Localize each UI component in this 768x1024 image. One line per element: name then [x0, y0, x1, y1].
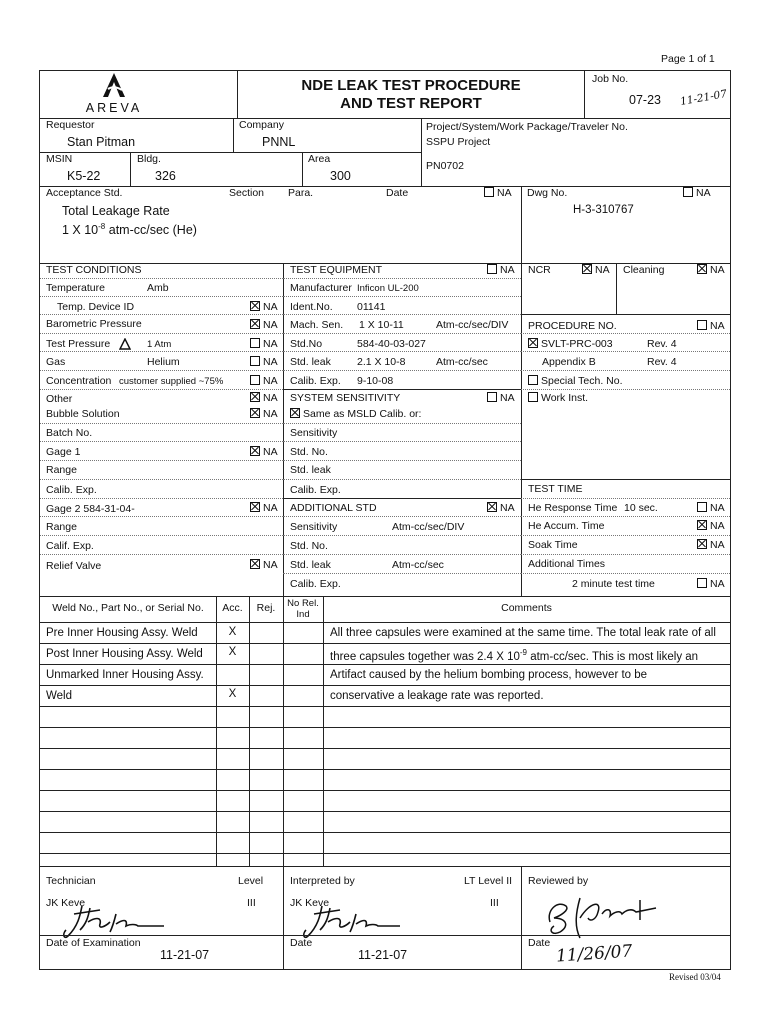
area-label: Area [308, 153, 331, 165]
minute-test-time-na[interactable] [697, 578, 725, 590]
add-std-leak-unit: Atm-cc/sec [392, 559, 444, 571]
form-title-line1: NDE LEAK TEST PROCEDURE [301, 77, 521, 94]
std-no-label: Std.No [290, 338, 323, 350]
test-pressure-label: Test Pressure [46, 338, 111, 350]
test-equipment-na[interactable] [487, 264, 515, 276]
manufacturer-value: Inficon UL-200 [357, 283, 419, 294]
bldg-label: Bldg. [137, 153, 161, 165]
checkbox-checked[interactable] [250, 392, 260, 402]
na-label: NA [263, 301, 278, 313]
add-calib-label: Calib. Exp. [290, 578, 341, 590]
na-label: NA [595, 264, 610, 276]
temp-device-label: Temp. Device ID [57, 301, 135, 313]
checkbox-checked[interactable] [487, 502, 497, 512]
acc-header: Acc. [222, 602, 243, 614]
std-leak-unit: Atm-cc/sec [436, 356, 488, 368]
std-no-value: 584-40-03-027 [357, 338, 426, 350]
technician-level: III [247, 897, 256, 909]
job-value [629, 93, 661, 107]
procedure-value: SVLT-PRC-003 [541, 338, 613, 350]
na-label: NA [710, 539, 725, 551]
dwg-label: Dwg No. [527, 187, 568, 199]
procedure-title: PROCEDURE NO. [528, 320, 617, 332]
bldg-value: 326 [155, 169, 176, 183]
cleaning-label: Cleaning [623, 264, 665, 276]
other-label: Other [46, 393, 73, 405]
comment2-exp: -9 [519, 648, 527, 657]
concentration-na[interactable] [250, 375, 278, 387]
work-inst[interactable] [528, 392, 588, 404]
technician-label: Technician [46, 875, 96, 887]
project-number: PN0702 [426, 160, 464, 172]
no-rel-line1: No Rel. [287, 598, 319, 609]
batch-label: Batch No. [46, 427, 93, 439]
bubble-na[interactable] [250, 408, 278, 420]
checkbox[interactable] [697, 578, 707, 588]
calib-label: Calib. Exp. [290, 375, 341, 387]
add-std-leak-label: Std. leak [290, 559, 331, 571]
sys-std-leak-label: Std. leak [290, 464, 331, 476]
sys-std-no-label: Std. No. [290, 446, 328, 458]
areva-logo [78, 72, 150, 115]
result-row-acc: X [228, 626, 237, 638]
range1-label: Range [46, 464, 77, 476]
na-label: NA [710, 264, 725, 276]
relief-label: Relief Valve [46, 560, 102, 572]
checkbox-checked[interactable] [528, 338, 538, 348]
same-as-label: Same as MSLD Calib. or: [303, 408, 422, 420]
comment-line1: All three capsules were examined at the same time. The total leak rate of all [330, 627, 716, 639]
na-label: NA [500, 502, 515, 514]
procedure-rev: Rev. 4 [647, 338, 677, 350]
na-label: NA [263, 356, 278, 368]
gage1-label: Gage 1 [46, 446, 81, 458]
std-leak-value: 2.1 X 10-8 [357, 356, 406, 368]
area-value: 300 [330, 169, 351, 183]
acc-val-exp: -8 [98, 222, 106, 231]
test-time-title: TEST TIME [528, 483, 583, 495]
project-value: SSPU Project [426, 136, 491, 148]
ncr-na[interactable] [582, 264, 610, 276]
special-tech[interactable] [528, 375, 623, 387]
checkbox[interactable] [697, 320, 707, 330]
na-label: NA [263, 319, 278, 331]
checkbox-checked[interactable] [250, 446, 260, 456]
barometric-na[interactable] [250, 319, 278, 331]
dwg-na[interactable] [683, 187, 711, 199]
temperature-value: Amb [147, 282, 169, 294]
no-rel-line2: Ind [296, 609, 310, 620]
add-std-no-label: Std. No. [290, 540, 328, 552]
interp-date-value: 11-21-07 [358, 948, 408, 962]
mach-sen-label: Mach. Sen. [290, 319, 344, 331]
calib-value: 9-10-08 [357, 375, 394, 387]
na-label: NA [263, 446, 278, 458]
system-sensitivity-na[interactable] [487, 392, 515, 404]
comment2-rest: atm-cc/sec. This is most likely an [527, 650, 699, 663]
review-date-value: 11/26/07 [555, 941, 633, 967]
acceptance-value1: Total Leakage Rate [62, 204, 170, 218]
na-label: NA [263, 408, 278, 420]
soak-time-na[interactable] [697, 539, 725, 551]
na-label: NA [263, 559, 278, 571]
checkbox-checked[interactable] [582, 264, 592, 274]
same-as-msld[interactable] [290, 408, 421, 420]
range2-label: Range [46, 521, 77, 533]
concentration-label: Concentration [46, 375, 112, 387]
special-tech-label: Special Tech. No. [541, 375, 623, 387]
result-row-name: Post Inner Housing Assy. Weld [46, 648, 203, 660]
bubble-label: Bubble Solution [46, 408, 120, 420]
project-label: Project/System/Work Package/Traveler No. [426, 121, 628, 133]
additional-std-title: ADDITIONAL STD [290, 502, 377, 514]
relief-na[interactable] [250, 559, 278, 571]
work-inst-label: Work Inst. [541, 392, 589, 404]
reviewed-label: Reviewed by [528, 875, 589, 887]
checkbox[interactable] [484, 187, 494, 197]
msin-label: MSIN [46, 153, 73, 165]
manufacturer-label: Manufacturer [290, 282, 352, 294]
dwg-value: H-3-310767 [573, 204, 634, 216]
date-exam-label: Date of Examination [46, 937, 141, 949]
other-na[interactable] [250, 392, 278, 404]
result-row-name: Weld [46, 690, 72, 702]
rej-header: Rej. [256, 602, 276, 614]
sys-calib-label: Calib. Exp. [290, 484, 341, 496]
system-sensitivity-title: SYSTEM SENSITIVITY [290, 392, 401, 404]
date-exam-value: 11-21-07 [160, 948, 210, 962]
checkbox[interactable] [250, 338, 260, 348]
msin-value: K5-22 [67, 169, 101, 183]
checkbox-checked[interactable] [697, 264, 707, 274]
checkbox-checked[interactable] [697, 520, 707, 530]
checkbox[interactable] [528, 392, 538, 402]
test-pressure-na[interactable] [250, 338, 278, 350]
add-sensitivity-label: Sensitivity [290, 521, 338, 533]
temperature-label: Temperature [46, 282, 105, 294]
na-label: NA [710, 578, 725, 590]
checkbox-checked[interactable] [250, 301, 260, 311]
response-time-na[interactable] [697, 502, 725, 514]
procedure-number[interactable] [528, 338, 613, 350]
interp-date-label: Date [290, 937, 313, 949]
result-row-name: Unmarked Inner Housing Assy. [46, 669, 204, 681]
checkbox-checked[interactable] [250, 559, 260, 569]
checkbox[interactable] [250, 356, 260, 366]
response-time-value: 10 sec. [624, 502, 658, 514]
minute-test-time: 2 minute test time [572, 578, 655, 590]
additional-std-na[interactable] [487, 502, 515, 514]
na-label: NA [263, 375, 278, 387]
interpreter-signature-icon [300, 902, 410, 947]
acceptance-label: Acceptance Std. [46, 187, 123, 199]
comment-line2 [330, 648, 698, 663]
na-label: NA [500, 392, 515, 404]
checkbox[interactable] [528, 375, 538, 385]
result-row-name: Pre Inner Housing Assy. Weld [46, 627, 198, 639]
interpreter-name: JK Keve [290, 897, 330, 909]
gas-value: Helium [147, 356, 180, 368]
na-label: NA [263, 502, 278, 514]
checkbox-checked[interactable] [250, 319, 260, 329]
no-rel-header [283, 598, 323, 620]
checkbox-checked[interactable] [290, 408, 300, 418]
ident-label: Ident.No. [290, 301, 333, 313]
na-label: NA [710, 520, 725, 532]
acc-val-unit: atm-cc/sec (He) [105, 223, 197, 238]
revision-note: Revised 03/04 [669, 972, 721, 982]
job-annotation: 11-21-07 [679, 87, 728, 109]
na-label: NA [263, 392, 278, 404]
ncr-label: NCR [528, 264, 551, 276]
para-label: Para. [288, 187, 314, 199]
page-number: Page 1 of 1 [661, 53, 715, 65]
job-number: 07-23 [629, 93, 661, 107]
form-title-line2: AND TEST REPORT [340, 95, 482, 112]
mach-sen-unit: Atm-cc/sec/DIV [436, 319, 509, 331]
additional-times-label: Additional Times [528, 558, 606, 570]
soak-time-label: Soak Time [528, 539, 578, 551]
company-label: Company [239, 119, 284, 131]
gas-na[interactable] [250, 356, 278, 368]
appendix-rev: Rev. 4 [647, 356, 677, 368]
checkbox[interactable] [487, 264, 497, 274]
test-equipment-title: TEST EQUIPMENT [290, 264, 382, 276]
procedure-na[interactable] [697, 320, 725, 332]
checkbox-checked[interactable] [697, 539, 707, 549]
std-leak-label: Std. leak [290, 356, 331, 368]
acceptance-na[interactable] [484, 187, 512, 199]
comment2-text: three capsules together was 2.4 X 10 [330, 650, 520, 663]
sys-sensitivity-label: Sensitivity [290, 427, 338, 439]
review-date-label: Date [528, 937, 551, 949]
technician-name: JK Keve [46, 897, 86, 909]
company-value: PNNL [262, 135, 296, 149]
concentration-value: customer supplied ~75% [119, 376, 224, 387]
ident-value: 01141 [357, 301, 386, 313]
na-label: NA [710, 320, 725, 332]
accum-time-label: He Accum. Time [528, 520, 605, 532]
calib1-label: Calib. Exp. [46, 484, 97, 496]
comment-line3: Artifact caused by the helium bombing process, however to be [330, 669, 648, 681]
add-sensitivity-unit: Atm-cc/sec/DIV [392, 521, 465, 533]
na-label: NA [497, 187, 512, 199]
acceptance-value2 [62, 222, 197, 237]
test-pressure-value: 1 Atm [147, 339, 172, 350]
calib2-label: Calif. Exp. [46, 540, 94, 552]
acc-val-base: 1 X 10 [62, 223, 99, 238]
accum-time-na[interactable] [697, 520, 725, 532]
interpreted-label: Interpreted by [290, 875, 355, 887]
interpreter-level: III [490, 897, 499, 909]
section-label: Section [229, 187, 265, 199]
lt-level-label: LT Level II [464, 875, 513, 887]
reviewer-signature-icon [540, 892, 660, 947]
date-label: Date [386, 187, 409, 199]
checkbox[interactable] [683, 187, 693, 197]
mach-sen-value: 1 X 10-11 [359, 319, 404, 331]
temp-device-na[interactable] [250, 301, 278, 313]
logo-text: AREVA [85, 101, 143, 115]
gas-label: Gas [46, 356, 66, 368]
response-time-label: He Response Time [528, 502, 618, 514]
checkbox[interactable] [487, 392, 497, 402]
gage1-na[interactable] [250, 446, 278, 458]
checkbox-checked[interactable] [250, 408, 260, 418]
requestor-value: Stan Pitman [67, 135, 136, 149]
checkbox[interactable] [250, 375, 260, 385]
level-label: Level [238, 875, 264, 887]
na-label: NA [710, 502, 725, 514]
na-label: NA [500, 264, 515, 276]
requestor-label: Requestor [46, 119, 95, 131]
checkbox-checked[interactable] [250, 502, 260, 512]
na-label: NA [696, 187, 711, 199]
job-label: Job No. [592, 73, 629, 85]
barometric-label: Barometric Pressure [46, 318, 142, 330]
gage2-na[interactable] [250, 502, 278, 514]
cleaning-na[interactable] [697, 264, 725, 276]
areva-a-icon [100, 72, 128, 98]
result-row-acc: X [228, 688, 237, 700]
result-row-acc: X [228, 646, 237, 658]
weld-header: Weld No., Part No., or Serial No. [52, 602, 204, 614]
checkbox[interactable] [697, 502, 707, 512]
comments-header: Comments [501, 602, 552, 614]
gage2-label: Gage 2 584-31-04- [46, 503, 135, 515]
comment-line4: conservative a leakage rate was reported. [330, 690, 544, 702]
delta-mark-icon [119, 337, 131, 355]
na-label: NA [263, 338, 278, 350]
test-conditions-title: TEST CONDITIONS [46, 264, 142, 276]
appendix-label: Appendix B [542, 356, 596, 368]
